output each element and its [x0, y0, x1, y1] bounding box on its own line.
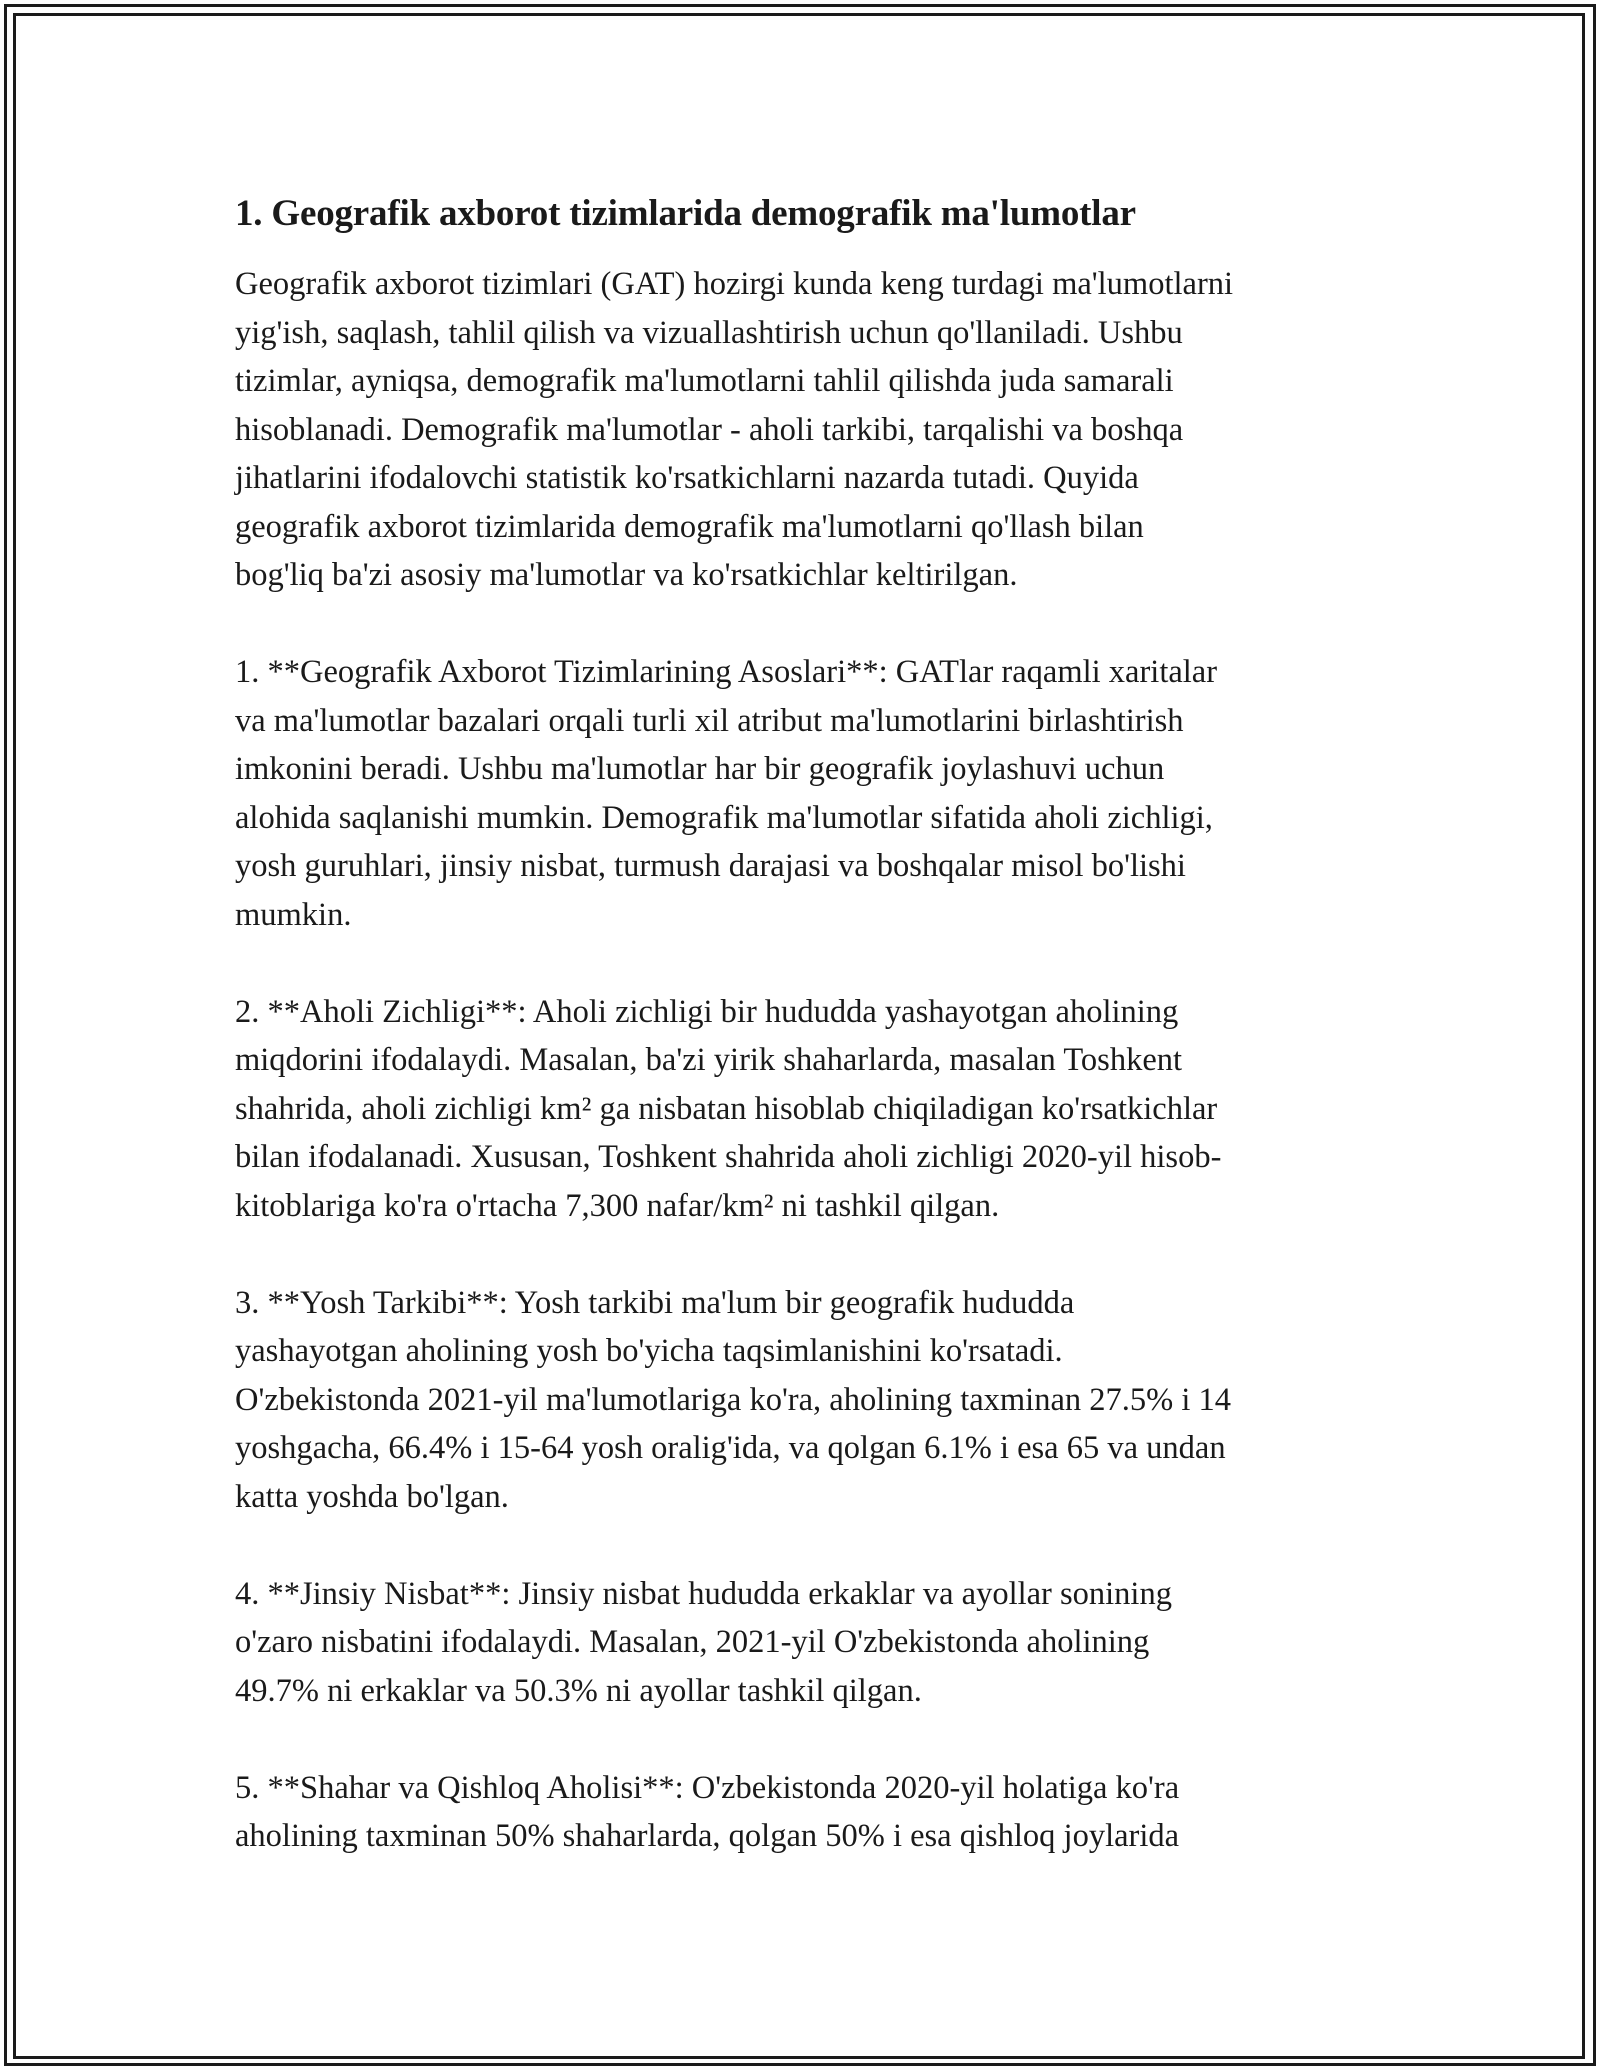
- intro-paragraph: [235, 260, 1385, 600]
- sex-ratio-paragraph: [235, 1570, 1385, 1716]
- text-line: O'zbekistonda 2021-yil ma'lumotlariga ko'ra, aholining taxminan 27.5% i 14: [235, 1381, 1231, 1418]
- text-line: yig'ish, saqlash, tahlil qilish va vizuallashtirish uchun qo'llaniladi. Ushbu: [235, 314, 1183, 351]
- text-line: va ma'lumotlar bazalari orqali turli xil atribut ma'lumotlarini birlashtirish: [235, 702, 1184, 739]
- text-line: hisoblanadi. Demografik ma'lumotlar - aholi tarkibi, tarqalishi va boshqa: [235, 411, 1184, 448]
- urban-rural-paragraph: [235, 1764, 1385, 1861]
- text-line: 1. **Geografik Axborot Tizimlarining Asoslari**: GATlar raqamli xaritalar: [235, 654, 1218, 690]
- text-line: o'zaro nisbatini ifodalaydi. Masalan, 2021-yil O'zbekistonda aholining: [235, 1624, 1150, 1660]
- text-line: jihatlarini ifodalovchi statistik ko'rsatkichlarni nazarda tutadi. Quyida: [235, 460, 1139, 496]
- text-line: tizimlar, ayniqsa, demografik ma'lumotlarni tahlil qilishda juda samarali: [235, 363, 1174, 399]
- text-line: 3. **Yosh Tarkibi**: Yosh tarkibi ma'lum bir geografik hududda: [235, 1284, 1075, 1321]
- text-line: yoshgacha, 66.4% i 15-64 yosh oralig'ida, va qolgan 6.1% i esa 65 va undan: [235, 1430, 1226, 1466]
- text-line: Geografik axborot tizimlari (GAT) hozirgi kunda keng turdagi ma'lumotlarni: [235, 266, 1234, 302]
- text-line: katta yoshda bo'lgan.: [235, 1478, 509, 1515]
- text-line: alohida saqlanishi mumkin. Demografik ma'lumotlar sifatida aholi zichligi,: [235, 799, 1213, 836]
- population-density-paragraph: [235, 988, 1385, 1231]
- text-line: bilan ifodalanadi. Xususan, Toshkent shahrida aholi zichligi 2020-yil hisob-: [235, 1139, 1222, 1175]
- text-line: yosh guruhlari, jinsiy nisbat, turmush darajasi va boshqalar misol bo'lishi: [235, 848, 1186, 884]
- text-line: 2. **Aholi Zichligi**: Aholi zichligi bir hududda yashayotgan aholining: [235, 993, 1179, 1030]
- document-body: [235, 190, 1385, 1909]
- text-line: bog'liq ba'zi asosiy ma'lumotlar va ko'rsatkichlar keltirilgan.: [235, 557, 1018, 593]
- text-line: aholining taxminan 50% shaharlarda, qolgan 50% i esa qishloq joylarida: [235, 1818, 1180, 1854]
- gis-basics-paragraph: [235, 648, 1385, 939]
- text-line: yashayotgan aholining yosh bo'yicha taqsimlanishini ko'rsatadi.: [235, 1333, 1063, 1369]
- age-structure-paragraph: [235, 1279, 1385, 1522]
- text-line: imkonini beradi. Ushbu ma'lumotlar har bir geografik joylashuvi uchun: [235, 751, 1165, 787]
- text-line: 49.7% ni erkaklar va 50.3% ni ayollar tashkil qilgan.: [235, 1672, 922, 1709]
- text-line: miqdorini ifodalaydi. Masalan, ba'zi yirik shaharlarda, masalan Toshkent: [235, 1042, 1183, 1078]
- section-heading: 1. Geografik axborot tizimlarida demografik ma'lumotlar: [235, 193, 1136, 234]
- text-line: 4. **Jinsiy Nisbat**: Jinsiy nisbat hududda erkaklar va ayollar sonining: [235, 1575, 1172, 1612]
- text-line: mumkin.: [235, 896, 352, 933]
- text-line: geografik axborot tizimlarida demografik ma'lumotlarni qo'llash bilan: [235, 508, 1144, 545]
- text-line: kitoblariga ko'ra o'rtacha 7,300 nafar/km² ni tashkil qilgan.: [235, 1187, 1000, 1224]
- text-line: shahrida, aholi zichligi km² ga nisbatan hisoblab chiqiladigan ko'rsatkichlar: [235, 1090, 1218, 1127]
- text-line: 5. **Shahar va Qishloq Aholisi**: O'zbekistonda 2020-yil holatiga ko'ra: [235, 1769, 1180, 1806]
